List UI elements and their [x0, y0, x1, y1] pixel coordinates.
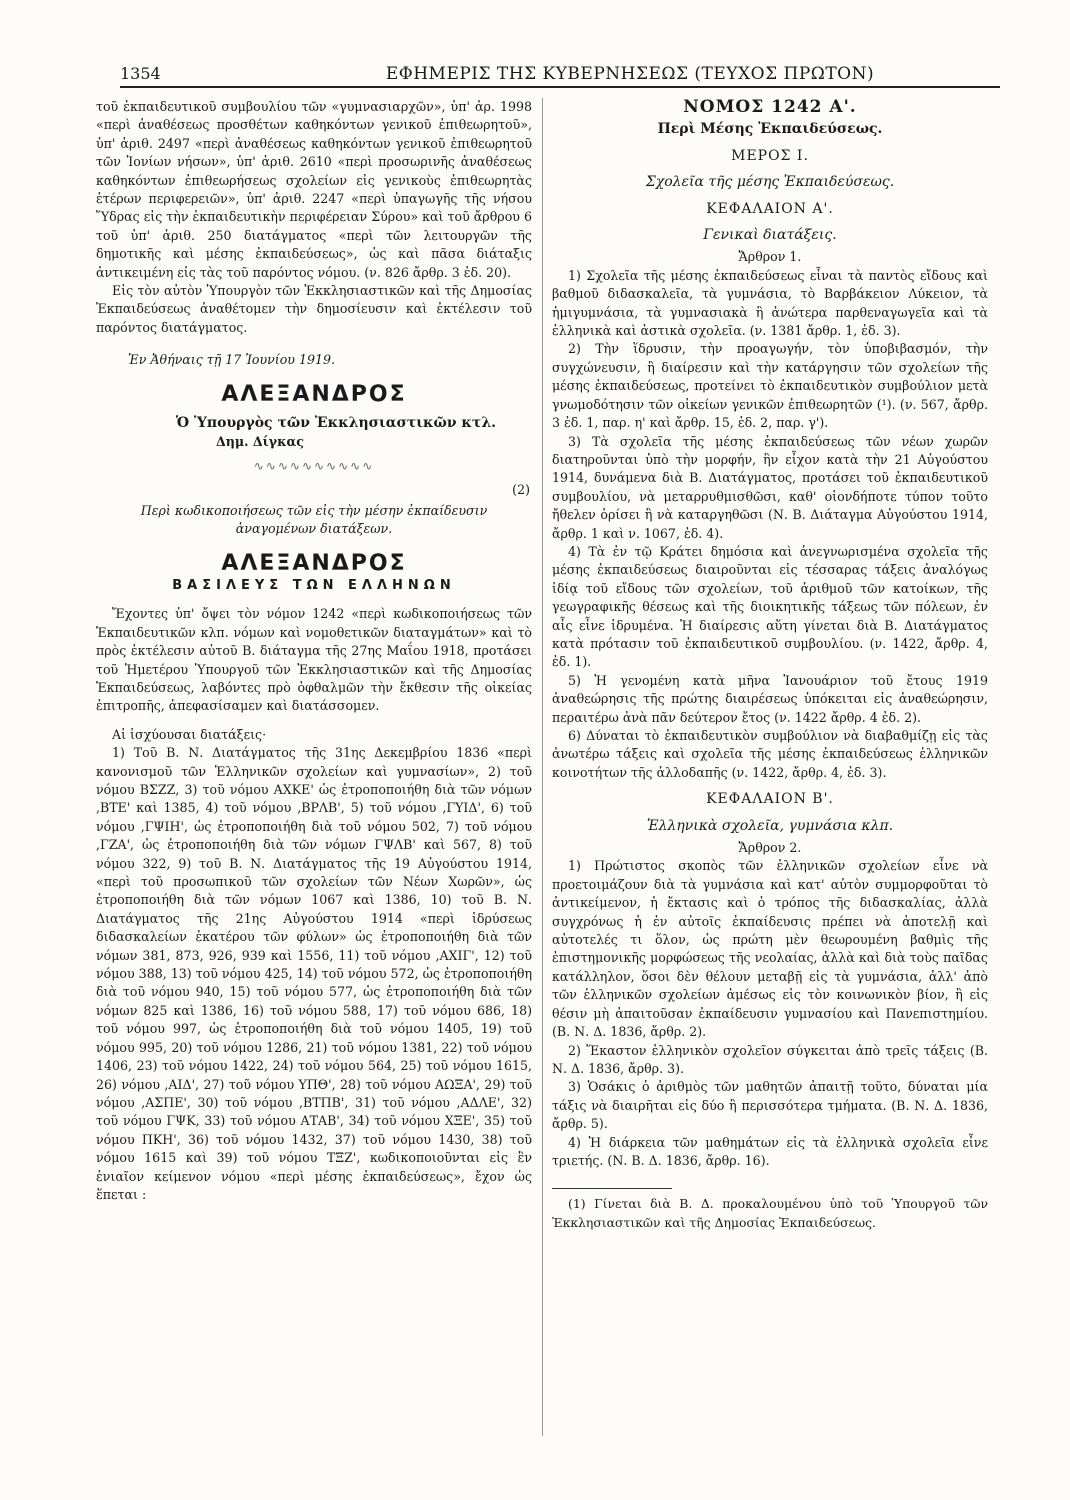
- king-name-heading: ΑΛΕΞΑΝΔΡΟΣ: [221, 550, 407, 576]
- article-2-para-4: 4) Ἡ διάρκεια τῶν μαθημάτων εἰς τὰ ἑλληνικὰ σχολεῖα εἶνε τριετής. (Ν. Β. Δ. 1836, ἄρθρ. 16).: [552, 1134, 988, 1168]
- decree-date: Ἐν Ἀθήναις τῇ 17 Ἰουνίου 1919.: [128, 352, 336, 368]
- right-column: [552, 98, 988, 1232]
- running-title: ΕΦΗΜΕΡΙΣ ΤΗΣ ΚΥΒΕΡΝΗΣΕΩΣ (ΤΕΥΧΟΣ ΠΡΩΤΟΝ): [385, 64, 875, 84]
- part-heading: ΜΕΡΟΣ Ι.: [731, 147, 809, 164]
- article-1-para-5: 5) Ἡ γενομένη κατὰ μῆνα Ἰανουάριον τοῦ ἔτους 1919 ἀναθεώρησις τῆς πρώτης διαιρέσεως ὑπόκειται εἰς ἀναθεώρησιν, περαιτέρω ἀνὰ πᾶν δεύτερον ἔτος (ν. 1422 ἄρθρ. 4 ἐδ. 2).: [552, 672, 988, 725]
- chapter-b-title: Ἑλληνικὰ σχολεῖα, γυμνάσια κλπ.: [646, 817, 894, 834]
- column-divider: [542, 98, 543, 1436]
- article-1-para-1: 1) Σχολεῖα τῆς μέσης ἐκπαιδεύσεως εἶναι τὰ παντὸς εἴδους καὶ βαθμοῦ διδασκαλεῖα, τὰ γυμνάσια, τὸ Βαρβάκειον Λύκειον, τὰ ἡμιγυμνάσια, τὰ γυμνασιακὰ ἢ ἀνώτερα παρθεναγωγεῖα καὶ τὰ ἑλληνικὰ καὶ ἀστικὰ σχολεῖα. (ν. 1381 ἄρθρ. 1, ἐδ. 3).: [552, 267, 988, 339]
- article-1-para-2: 2) Τὴν ἵδρυσιν, τὴν προαγωγήν, τὸν ὑποβιβασμόν, τὴν συγχώνευσιν, ἢ διαίρεσιν καὶ τὴν κατάργησιν τῶν σχολείων τῆς μέσης ἐκπαιδεύσεως, προτείνει τὸ ἐκπαιδευτικὸν συμβούλιον μετὰ γνωμοδότησιν τῶν οἰκείων γενικῶν ἐπιθεωρητῶν (¹). (ν. 567, ἄρθρ. 3 ἐδ. 1, παρ. η' καὶ ἄρθρ. 15, ἐδ. 2, παρ. γ').: [552, 341, 988, 431]
- article-2-para-2: 2) Ἕκαστον ἑλληνικὸν σχολεῖον σύγκειται ἀπὸ τρεῖς τάξεις (Β. Ν. Δ. 1836, ἄρθρ. 3).: [552, 1042, 988, 1076]
- footnote-rule: [552, 1188, 672, 1189]
- article-1-para-6: 6) Δύναται τὸ ἐκπαιδευτικὸν συμβούλιον νὰ διαβαθμίζῃ εἰς τὰς ἀνωτέρω τάξεις καὶ σχολεῖα τῆς μέσης ἐκπαιδεύσεως ἑλληνικῶν κοινοτήτων τῆς ἀλλοδαπῆς (ν. 1422, ἄρθρ. 4, ἐδ. 3).: [552, 728, 988, 780]
- minister-title: Ὁ Ὑπουργὸς τῶν Ἐκκλησιαστικῶν κτλ.: [176, 415, 497, 432]
- execution-paragraph: Εἰς τὸν αὐτὸν Ὑπουργὸν τῶν Ἐκκλησιαστικῶν καὶ τῆς Δημοσίας Ἐκπαιδεύσεως ἀναθέτομεν τὴν δημοσίευσιν καὶ ἐκτέλεσιν τοῦ παρόντος διατάγματος.: [96, 283, 532, 335]
- separator-ornament: ∿∿∿∿∿∿∿∿∿∿: [253, 458, 375, 473]
- law-title: ΝΟΜΟΣ 1242 Α'.: [683, 97, 857, 117]
- chapter-a-title: Γενικαὶ διατάξεις.: [703, 227, 837, 244]
- page-number: 1354: [120, 64, 161, 83]
- chapter-b-heading: ΚΕΦΑΛΑΙΟΝ Β'.: [706, 791, 834, 808]
- chapter-a-heading: ΚΕΦΑΛΑΙΟΝ Α'.: [706, 200, 834, 217]
- left-column: [96, 98, 532, 1204]
- law-subtitle: Περὶ Μέσης Ἐκπαιδεύσεως.: [657, 121, 883, 138]
- footnote: (1) Γίνεται διὰ Β. Δ. προκαλουμένου ὑπὸ τοῦ Ὑπουργοῦ τῶν Ἐκκλησιαστικῶν καὶ τῆς Δημοσίας Ἐκπαιδεύσεως.: [552, 1196, 988, 1230]
- article-1-heading: Ἄρθρον 1.: [738, 249, 802, 265]
- article-2-para-1: 1) Πρώτιστος σκοπὸς τῶν ἑλληνικῶν σχολείων εἶνε νὰ προετοιμάζουν διὰ τὰ γυμνάσια καὶ κατ' αὐτὸν συμμορφοῦται τὸ ἀντικείμενον, ἡ ἔκτασις καὶ ὁ τρόπος τῆς διδασκαλίας, ἀλλὰ συγχρόνως ἡ ἐν αὐτοῖς ἐκπαίδευσις πρέπει νὰ ἀποτελῇ καὶ αὐτοτελές τι ὅλον, ὡς πρώτη μὲν θεωρουμένη βαθμὶς τῆς ἐπιστημονικῆς μορφώσεως τῆς νεολαίας, ἀλλὰ καὶ διὰ τοὺς παῖδας κατάλληλον, ὅσοι δὲν θέλουν μεταβῇ εἰς τὰ γυμνάσια, ἀλλ' ἀπὸ τῶν ἑλληνικῶν σχολείων ἀμέσως εἰς τὸν κοινωνικὸν βίον, ἢ εἰς θέσιν μὴ ἀπαιτοῦσαν ἐκπαίδευσιν γυμνασίου καὶ Πανεπιστημίου. (Β. Ν. Δ. 1836, ἄρθρ. 2).: [552, 858, 988, 1040]
- continuation-paragraph: τοῦ ἐκπαιδευτικοῦ συμβουλίου τῶν «γυμνασιαρχῶν», ὑπ' ἀρ. 1998 «περὶ ἀναθέσεως προσθέτων καθηκόντων γενικοῦ ἐπιθεωρητοῦ», ὑπ' ἀριθ. 2497 «περὶ ἀναθέσεως καθηκόντων γενικοῦ ἐπιθεωρητοῦ τῶν Ἰονίων νήσων», ὑπ' ἀριθ. 2610 «περὶ προσωρινῆς ἀναθέσεως καθηκόντων ἐπιθεωρήσεως σχολείων εἰς γενικοὺς ἐπιθεωρητὰς ἑτέρων περιφερειῶν», ὑπ' ἀριθ. 2247 «περὶ ὑπαγωγῆς τῆς νήσου Ὕδρας εἰς τὴν ἐκπαιδευτικὴν περιφέρειαν Σύρου» καὶ τοῦ ἄρθρου 6 τοῦ ὑπ' ἀριθ. 250 διατάγματος «περὶ τῶν λειτουργῶν τῆς δημοτικῆς καὶ μέσης ἐκπαιδεύσεως», ὡς καὶ πᾶσα διάταξις ἀντικειμένη εἰς τὰς τοῦ παρόντος νόμου. (ν. 826 ἄρθρ. 3 ἐδ. 20).: [96, 99, 532, 280]
- provisions-heading: Αἱ ἰσχύουσαι διατάξεις·: [112, 726, 267, 742]
- article-2-para-3: 3) Ὁσάκις ὁ ἀριθμὸς τῶν μαθητῶν ἀπαιτῇ τοῦτο, δύναται μία τάξις νὰ διαιρῆται εἰς δύο ἢ περισσότερα τμήματα. (Β. Ν. Δ. 1836, ἄρθρ. 5).: [552, 1079, 988, 1132]
- king-subtitle: ΒΑΣΙΛΕΥΣ ΤΩΝ ΕΛΛΗΝΩΝ: [172, 577, 456, 593]
- page-header: [120, 58, 1000, 88]
- preamble-paragraph: Ἔχοντες ὑπ' ὄψει τὸν νόμον 1242 «περὶ κωδικοποιήσεως τῶν Ἐκπαιδευτικῶν κλπ. νόμων καὶ νομοθετικῶν διαταγμάτων» καὶ τὸ πρὸς ἐκτέλεσιν αὐτοῦ Β. διάταγμα τῆς 27ης Μαΐου 1918, προτάσει τοῦ Ἡμετέρου Ὑπουργοῦ τῶν Ἐκκλησιαστικῶν καὶ τῆς Δημοσίας Ἐκπαιδεύσεως, λαβόντες πρὸ ὀφθαλμῶν τὴν ἔκθεσιν τῆς οἰκείας ἐπιτροπῆς, ἀπεφασίσαμεν καὶ διατάσσομεν.: [96, 606, 532, 714]
- minister-signature-block: [176, 414, 532, 451]
- article-1-para-3: 3) Τὰ σχολεῖα τῆς μέσης ἐκπαιδεύσεως τῶν νέων χωρῶν διατηροῦνται ὑπὸ τὴν μορφήν, ἣν εἶχον κατὰ τὴν 21 Αὐγούστου 1914, δυνάμενα διὰ Β. Διατάγματος, προτάσει τοῦ ἐκπαιδευτικοῦ συμβουλίου, νὰ μεταρρυθμισθῶσι, καθ' οἱονδήποτε τύπον τοῦτο ἤθελεν ὁρίσει ἢ νὰ καταργηθῶσι (Ν. Β. Διάταγμα Αὐγούστου 1914, ἄρθρ. 1 καὶ ν. 1067, ἐδ. 4).: [552, 433, 988, 541]
- provisions-list: 1) Τοῦ Β. Ν. Διατάγματος τῆς 31ης Δεκεμβρίου 1836 «περὶ κανονισμοῦ τῶν Ἑλληνικῶν σχολείων καὶ γυμνασίων», 2) τοῦ νόμου ΒΣΖΖ, 3) τοῦ νόμου ΑΧΚΕ' ὡς ἐτροποποιήθη διὰ τῶν νόμων ,ΒΤΕ' καὶ 1385, 4) τοῦ νόμου ,ΒΡΛΒ', 5) τοῦ νόμου ,ΓΥΙΔ', 6) τοῦ νόμου ,ΓΨΙΗ', ὡς ἐτροποποιήθη διὰ τοῦ νόμου 502, 7) τοῦ νόμου ,ΓΖΑ', ὡς ἐτροποποιήθη διὰ τῶν νόμων ΓΨΛΒ' καὶ 567, 8) τοῦ νόμου 322, 9) τοῦ Β. Ν. Διατάγματος τῆς 19 Αὐγούστου 1914, «περὶ τοῦ προσωπικοῦ τῶν σχολείων τῶν Νέων Χωρῶν», ὡς ἐτροποποιήθη διὰ τῶν νόμων 1067 καὶ 1386, 10) τοῦ Β. Ν. Διατάγματος τῆς 21ης Αὐγούστου 1914 «περὶ ἱδρύσεως διδασκαλείων ἑκατέρου τῶν φύλων» ὡς ἐτροποποιήθη διὰ τῶν νόμων 381, 873, 926, 939 καὶ 1556, 11) τοῦ νόμου ,ΑΧΙΓ', 12) τοῦ νόμου 388, 13) τοῦ νόμου 425, 14) τοῦ νόμου 572, ὡς ἐτροποποιήθη διὰ τοῦ νόμου 940, 15) τοῦ νόμου 577, ὡς ἐτροποποιήθη διὰ τῶν νόμων 825 καὶ 1386, 16) τοῦ νόμου 588, 17) τοῦ νόμου 686, 18) τοῦ νόμου 997, ὡς ἐτροποποιήθη διὰ τοῦ νόμου 1405, 19) τοῦ νόμου 995, 20) τοῦ νόμου 1286, 21) τοῦ νόμου 1381, 22) τοῦ νόμου 1406, 23) τοῦ νόμου 1422, 24) τοῦ νόμου 564, 25) τοῦ νόμου 1615, 26) νόμου ,ΑΙΔ', 27) τοῦ νόμου ΥΠΘ', 28) τοῦ νόμου ΑΩΞΑ', 29) τοῦ νόμου ,ΑΣΠΕ', 30) τοῦ νόμου ,ΒΤΠΒ', 31) τοῦ νόμου ,ΑΔΛΕ', 32) τοῦ νόμου ΓΨΚ, 33) τοῦ νόμου ΑΤΑΒ', 34) τοῦ νόμου ΧΞΕ', 35) τοῦ νόμου ΠΚΗ', 36) τοῦ νόμου 1432, 37) τοῦ νόμου 1430, 38) τοῦ νόμου 1615 καὶ 39) τοῦ νόμου ΤΞΖ', κωδικοποιοῦνται εἰς ἓν ἑνιαῖον κείμενον νόμου «περὶ μέσης ἐκπαιδεύσεως», ἔχον ὡς ἕπεται :: [96, 745, 532, 1202]
- article-2-heading: Ἄρθρον 2.: [738, 840, 802, 856]
- article-1-para-4: 4) Τὰ ἐν τῷ Κράτει δημόσια καὶ ἀνεγνωρισμένα σχολεῖα τῆς μέσης ἐκπαιδεύσεως διαιροῦνται εἰς τέσσαρας τάξεις ἀναλόγως ἰδίᾳ τοῦ εἴδους τῶν σχολείων, τοῦ ἀριθμοῦ τῶν κατοίκων, τῆς γεωγραφικῆς θέσεως καὶ τῆς διοικητικῆς τάξεως τῶν πόλεων, ἐν αἷς εἶνε ἱδρυμένα. Ἡ διαίρεσις αὕτη γίνεται διὰ Β. Διατάγματος κατὰ πρότασιν τοῦ ἐκπαιδευτικοῦ συμβουλίου. (ν. 1422, ἄρθρ. 4, ἐδ. 1).: [552, 543, 988, 670]
- decree-number: (2): [512, 482, 530, 498]
- decree-title: Περὶ κωδικοποιήσεως τῶν εἰς τὴν μέσην ἐκπαίδευσιν ἀναγομένων διατάξεων.: [140, 502, 488, 537]
- king-signature: ΑΛΕΞΑΝΔΡΟΣ: [221, 381, 407, 407]
- part-title: Σχολεῖα τῆς μέσης Ἐκπαιδεύσεως.: [645, 174, 895, 191]
- minister-name: Δημ. Δίγκας: [216, 433, 304, 449]
